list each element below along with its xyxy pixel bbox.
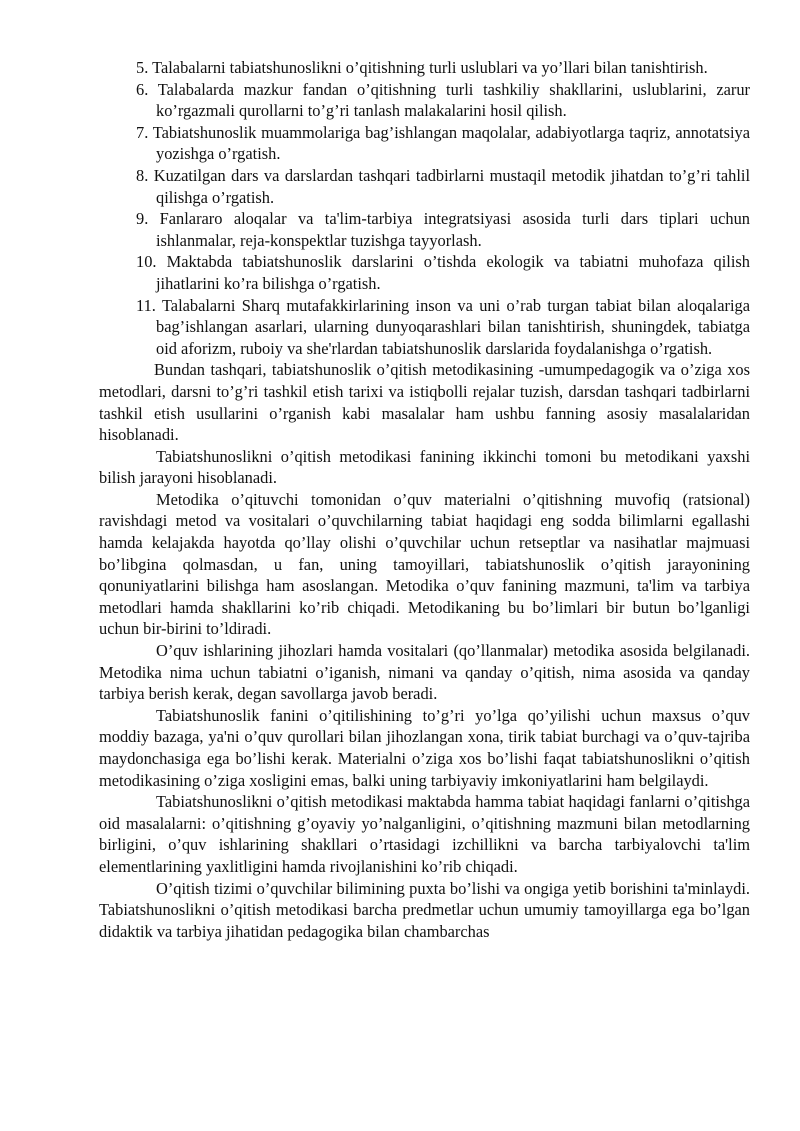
list-item xyxy=(99,79,750,122)
list-item-number: 9. xyxy=(136,209,149,229)
list-item-number: 11. xyxy=(136,295,156,315)
list-item-text: Talabalarni Sharq mutafakkirlarining inson va uni o’rab turgan tabiat bilan aloqalariga bag’ishlangan asarlari, ularning dunyoqarashlari bilan tanishtirish, shuningdek, tabiatga oid aforizm, ruboiy va she'rlardan tabiatshunoslik darslarida foydalanishga o’rgatish. xyxy=(156,295,750,358)
list-item xyxy=(99,208,750,251)
list-item-number: 6. xyxy=(136,79,149,99)
list-item-number: 8. xyxy=(136,165,149,185)
list-item xyxy=(99,57,750,79)
objectives-list xyxy=(99,57,750,359)
body-paragraph: Tabiatshunoslikni o’qitish metodikasi fanining ikkinchi tomoni bu metodikani yaxshi bilish jarayoni hisoblanadi. xyxy=(99,446,750,488)
list-item xyxy=(99,122,750,165)
body-paragraph: Metodika o’qituvchi tomonidan o’quv materialni o’qitishning muvofiq (ratsional) ravishdagi metod va vositalari o’quvchilarning tabiat haqidagi eng sodda bilimlarni egallashi hamda kelajakda hayotda qo’llay olishi o’quvchilar uchun retseptlar va nasihatlar majmuasi bo’libgina qolmasdan, u fan, uning tamoyillari, tabiatshunoslik o’qitish jarayonining qonuniyatlarini bilishga ham asoslangan. Metodika o’quv fanining mazmuni, ta'lim va tarbiya metodlari hamda shakllarini ko’rib chiqadi. Metodikaning bu bo’limlari bir butun bo’lganligi uchun bir-birini to’ldiradi. xyxy=(99,489,750,639)
list-item-text: Talabalarda mazkur fandan o’qitishning turli tashkiliy shakllarini, uslublarini, zarur ko’rgazmali qurollarni to’g’ri tanlash malakalarini hosil qilish. xyxy=(156,79,750,121)
list-item-text: Talabalarni tabiatshunoslikni o’qitishning turli uslublari va yo’llari bilan tanishtirish. xyxy=(152,58,708,77)
list-item-text: Kuzatilgan dars va darslardan tashqari tadbirlarni mustaqil metodik jihatdan to’g’ri tahlil qilishga o’rgatish. xyxy=(153,165,750,207)
body-paragraph: Tabiatshunoslik fanini o’qitilishining to’g’ri yo’lga qo’yilishi uchun maxsus o’quv moddiy bazaga, ya'ni o’quv qurollari bilan jihozlangan xona, tirik tabiat burchagi va o’quv-tajriba maydonchasiga ega bo’lishi kerak. Materialni o’ziga xos bo’lishi faqat tabiatshunoslikni o’qitish metodikasining o’ziga xosligini emas, balki uning tarbiyaviy imkoniyatlarini ham belgilaydi. xyxy=(99,705,750,790)
list-item-number: 5. xyxy=(136,58,149,77)
list-item xyxy=(99,251,750,294)
body-paragraph: Tabiatshunoslikni o’qitish metodikasi maktabda hamma tabiat haqidagi fanlarni o’qitishga oid masalalarni: o’qitishning g’oyaviy yo’nalganligini, o’qitishning mazmuni bilan metodlarning birligini, o’quv ishlarining shakllari o’rtasidagi izchillikni va barcha tarbiyalovchi ta'lim elementlarining yaxlitligini hamda rivojlanishini ko’rib chiqadi. xyxy=(99,792,750,876)
body-paragraph: O’quv ishlarining jihozlari hamda vositalari (qo’llanmalar) metodika asosida belgilanadi. Metodika nima uchun tabiatni o’iganish, nimani va qanday o’qitish, nima asosida va qanday tarbiya berish kerak, degan savollarga javob beradi. xyxy=(99,641,750,704)
list-item-text: Tabiatshunoslik muammolariga bag’ishlangan maqolalar, adabiyotlarga taqriz, annotatsiya yozishga o’rgatish. xyxy=(152,122,750,164)
list-item-text: Maktabda tabiatshunoslik darslarini o’tishda ekologik va tabiatni muhofaza qilish jihatlarini ko’ra bilishga o’rgatish. xyxy=(156,252,750,293)
list-item-text: Fanlararo aloqalar va ta'lim-tarbiya integratsiyasi asosida turli dars tiplari uchun ishlanmalar, reja-konspektlar tuzishga tayyorlash. xyxy=(156,209,750,250)
list-item xyxy=(99,165,750,208)
list-item-number: 7. xyxy=(136,122,149,142)
body-paragraph: O’qitish tizimi o’quvchilar bilimining puxta bo’lishi va ongiga yetib borishini ta'minlaydi. Tabiatshunoslikni o’qitish metodikasi barcha predmetlar uchun umumiy tamoyillarga ega bo’lgan didaktik va tarbiya jihatidan pedagogika bilan chambarchas xyxy=(99,878,750,941)
list-item xyxy=(99,295,750,360)
body-paragraph: Bundan tashqari, tabiatshunoslik o’qitish metodikasining -umumpedagogik va o’ziga xos metodlari, darsni to’g’ri tashkil etish tarixi va istiqbolli rejalar tuzish, darsdan tashqari tadbirlarni tashkil etish usullarini o’rganish kabi masalalar ham ushbu fanning asosiy masalalaridan hisoblanadi. xyxy=(99,360,750,445)
list-item-number: 10. xyxy=(136,252,157,272)
